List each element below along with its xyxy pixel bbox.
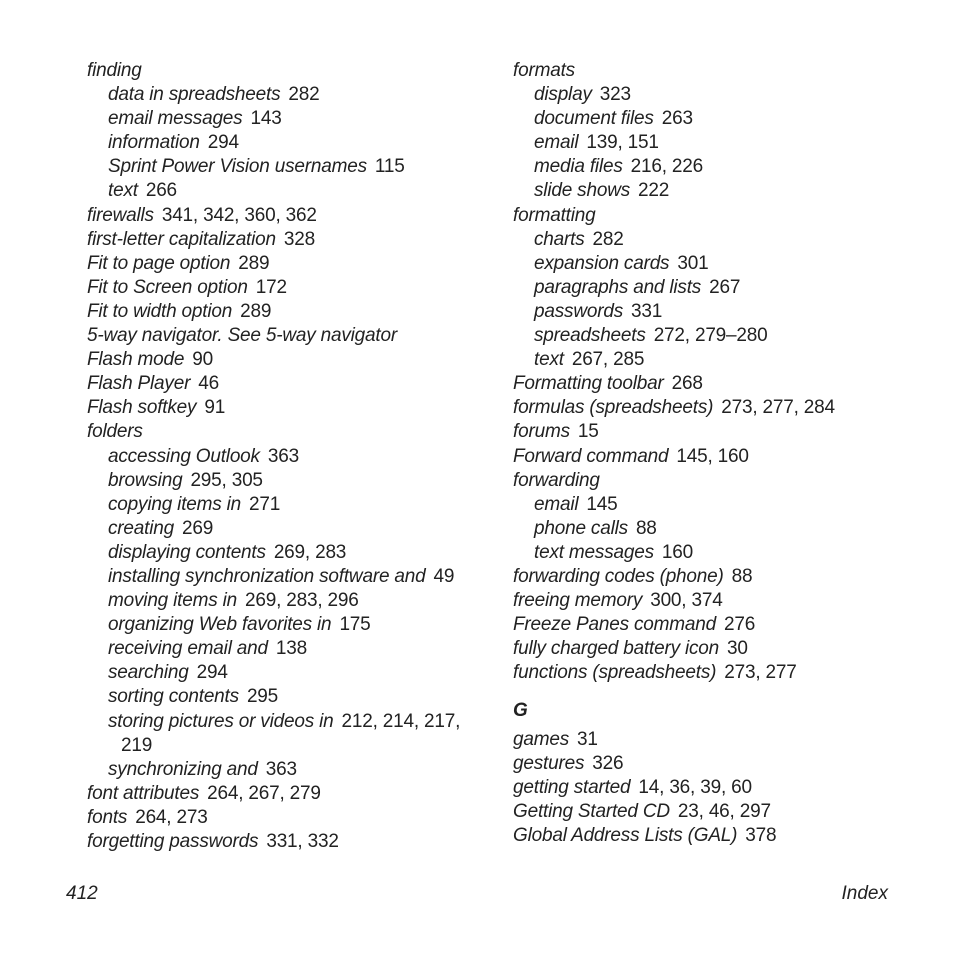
index-page-refs: 160 bbox=[661, 541, 694, 563]
index-term: Forward command bbox=[513, 445, 669, 467]
index-entry bbox=[87, 204, 487, 228]
index-term: Flash Player bbox=[87, 373, 191, 395]
index-term: document files bbox=[534, 108, 654, 130]
index-term: email bbox=[534, 493, 579, 515]
index-subentry bbox=[513, 179, 913, 203]
index-page-refs: 282 bbox=[288, 84, 320, 106]
page-number: 412 bbox=[66, 883, 98, 904]
index-page-refs: 323 bbox=[599, 84, 631, 106]
index-term: Fit to Screen option bbox=[87, 276, 248, 298]
index-page-refs: 295, 305 bbox=[190, 469, 263, 491]
index-term: Fit to page option bbox=[87, 252, 231, 274]
index-term: accessing Outlook bbox=[108, 445, 260, 467]
index-subentry bbox=[87, 565, 487, 589]
index-page-refs: 269, 283, 296 bbox=[245, 590, 359, 612]
index-subentry bbox=[87, 613, 487, 637]
index-entry bbox=[513, 824, 913, 848]
index-term: moving items in bbox=[108, 590, 237, 612]
index-page-refs: 115 bbox=[374, 156, 405, 178]
index-page-refs: 46 bbox=[198, 373, 219, 395]
index-term: freeing memory bbox=[513, 590, 643, 612]
index-subentry bbox=[87, 685, 487, 709]
index-entry bbox=[513, 613, 913, 637]
index-page-refs: 139, 151 bbox=[586, 132, 659, 154]
index-term: data in spreadsheets bbox=[108, 84, 281, 106]
index-page-refs: 212, 214, 217, 219 bbox=[121, 710, 461, 756]
index-page-refs: 145 bbox=[586, 493, 618, 515]
section-name: Index bbox=[841, 883, 888, 904]
index-term: copying items in bbox=[108, 493, 242, 515]
index-subentry bbox=[513, 276, 913, 300]
index-subentry bbox=[87, 661, 487, 685]
index-page-refs: 378 bbox=[745, 824, 777, 846]
index-entry bbox=[513, 589, 913, 613]
index-term: organizing Web favorites in bbox=[108, 614, 332, 636]
index-subentry bbox=[513, 131, 913, 155]
index-column-right bbox=[513, 59, 913, 848]
index-term: formulas (spreadsheets) bbox=[513, 397, 714, 419]
index-page-refs: 269, 283 bbox=[273, 541, 347, 563]
index-subentry bbox=[513, 228, 913, 252]
index-page-refs: 341, 342, 360, 362 bbox=[161, 204, 317, 226]
index-subentry bbox=[87, 710, 487, 758]
index-subentry bbox=[513, 517, 913, 541]
index-page-refs: 267 bbox=[709, 276, 741, 298]
index-term: display bbox=[534, 84, 592, 106]
index-page-refs: 90 bbox=[192, 349, 214, 371]
index-subentry bbox=[513, 107, 913, 131]
index-subentry bbox=[513, 252, 913, 276]
index-page-refs: 271 bbox=[249, 493, 281, 515]
index-page-refs: 289 bbox=[240, 300, 272, 322]
index-term: sorting contents bbox=[108, 686, 239, 708]
index-subentry bbox=[87, 179, 487, 203]
index-page-refs: 300, 374 bbox=[650, 590, 723, 612]
index-term: installing synchronization software and bbox=[108, 565, 426, 587]
index-entry bbox=[87, 59, 487, 83]
index-entry bbox=[513, 776, 913, 800]
index-term: expansion cards bbox=[534, 252, 670, 274]
index-entry bbox=[513, 396, 913, 420]
index-term: Global Address Lists (GAL) bbox=[513, 824, 738, 846]
index-page-refs: 138 bbox=[275, 638, 308, 660]
index-page-refs: 269 bbox=[182, 517, 214, 539]
index-page-refs: 23, 46, 297 bbox=[677, 800, 771, 822]
index-subentry bbox=[513, 83, 913, 107]
index-term: first-letter capitalization bbox=[87, 228, 276, 250]
index-term: text messages bbox=[534, 541, 654, 563]
index-term: Formatting toolbar bbox=[513, 373, 664, 395]
index-subentry bbox=[513, 324, 913, 348]
index-term: Sprint Power Vision usernames bbox=[108, 156, 367, 178]
index-subentry bbox=[87, 155, 487, 179]
index-subentry bbox=[87, 758, 487, 782]
index-page-refs: 145, 160 bbox=[676, 445, 749, 467]
index-term: Freeze Panes command bbox=[513, 614, 716, 636]
index-term: fully charged battery icon bbox=[513, 638, 720, 660]
index-term: slide shows bbox=[534, 180, 631, 202]
index-term: text bbox=[108, 180, 138, 202]
index-term: Getting Started CD bbox=[513, 800, 670, 822]
index-page-refs: 282 bbox=[592, 228, 624, 250]
index-page-refs: 264, 267, 279 bbox=[207, 782, 321, 804]
index-entry bbox=[87, 300, 487, 324]
index-entry bbox=[513, 565, 913, 589]
index-letter-heading: G bbox=[513, 700, 528, 722]
index-page-refs: 273, 277, 284 bbox=[721, 397, 835, 419]
index-page-refs: 331 bbox=[631, 300, 663, 322]
index-term: charts bbox=[534, 228, 585, 250]
index-term: font attributes bbox=[87, 782, 200, 804]
index-subentry bbox=[87, 493, 487, 517]
index-page-refs: 328 bbox=[283, 228, 316, 250]
index-term: receiving email and bbox=[108, 638, 268, 660]
index-entry bbox=[513, 728, 913, 752]
index-page-refs: 143 bbox=[250, 108, 282, 130]
index-column-left bbox=[87, 59, 487, 854]
index-entry bbox=[87, 228, 487, 252]
index-subentry bbox=[87, 469, 487, 493]
index-term: text bbox=[534, 349, 564, 371]
index-entry bbox=[87, 324, 487, 348]
index-term: passwords bbox=[534, 300, 624, 322]
index-term: functions (spreadsheets) bbox=[513, 662, 717, 684]
index-term: displaying contents bbox=[108, 541, 266, 563]
index-subentry bbox=[513, 155, 913, 179]
index-term: forwarding codes (phone) bbox=[513, 565, 724, 587]
index-entry bbox=[513, 661, 913, 685]
index-page-refs: 273, 277 bbox=[724, 662, 797, 684]
index-page-refs: 294 bbox=[207, 132, 239, 154]
index-page-refs: 175 bbox=[339, 614, 371, 636]
index-page-refs: 301 bbox=[677, 252, 709, 274]
index-subentry bbox=[513, 300, 913, 324]
index-term: forwarding bbox=[513, 469, 600, 491]
index-entry bbox=[87, 782, 487, 806]
index-page-refs: 272, 279–280 bbox=[653, 325, 768, 347]
index-entry bbox=[87, 372, 487, 396]
index-page-refs: 222 bbox=[638, 180, 670, 202]
index-term: games bbox=[513, 728, 570, 750]
index-term: Flash mode bbox=[87, 349, 185, 371]
index-page-refs: 363 bbox=[267, 445, 299, 467]
index-subentry bbox=[87, 589, 487, 613]
index-subentry bbox=[87, 637, 487, 661]
index-page-refs: 294 bbox=[196, 662, 228, 684]
index-entry bbox=[87, 420, 487, 444]
index-entry bbox=[513, 420, 913, 444]
index-page-refs: 326 bbox=[592, 752, 624, 774]
index-entry bbox=[87, 806, 487, 830]
index-term: storing pictures or videos in bbox=[108, 710, 334, 732]
index-term: formats bbox=[513, 60, 575, 81]
index-page-refs: 88 bbox=[731, 565, 753, 587]
index-term: information bbox=[108, 132, 200, 154]
index-term: finding bbox=[87, 60, 142, 81]
index-term: gestures bbox=[513, 752, 585, 774]
index-page-refs: 31 bbox=[577, 728, 598, 750]
index-term: folders bbox=[87, 421, 143, 443]
index-term: fonts bbox=[87, 806, 128, 828]
index-entry bbox=[513, 469, 913, 493]
index-subentry bbox=[87, 131, 487, 155]
index-entry bbox=[87, 396, 487, 420]
index-page-refs: 30 bbox=[727, 638, 748, 660]
index-page-refs: 49 bbox=[433, 565, 455, 587]
index-page-refs: 276 bbox=[724, 614, 756, 636]
index-page-refs: 268 bbox=[671, 373, 703, 395]
index-entry bbox=[513, 372, 913, 396]
index-term: spreadsheets bbox=[534, 325, 646, 347]
index-term: browsing bbox=[108, 469, 183, 491]
index-subentry bbox=[513, 493, 913, 517]
index-entry bbox=[513, 204, 913, 228]
index-term: getting started bbox=[513, 776, 631, 798]
index-page-refs: 263 bbox=[661, 108, 693, 130]
index-term: 5-way navigator. See 5-way navigator bbox=[87, 325, 397, 347]
index-subentry bbox=[87, 541, 487, 565]
index-page-refs: 363 bbox=[265, 758, 297, 780]
index-entry bbox=[87, 830, 487, 854]
index-term: media files bbox=[534, 156, 623, 178]
index-page-refs: 91 bbox=[204, 397, 226, 419]
index-entry bbox=[513, 445, 913, 469]
index-subentry bbox=[513, 541, 913, 565]
index-page-refs: 331, 332 bbox=[266, 831, 339, 852]
index-page-refs: 264, 273 bbox=[135, 806, 208, 828]
index-page-refs: 88 bbox=[635, 517, 657, 539]
index-term: forums bbox=[513, 421, 570, 443]
index-term: email messages bbox=[108, 108, 243, 130]
index-subentry bbox=[87, 517, 487, 541]
index-entry bbox=[513, 800, 913, 824]
index-term: formatting bbox=[513, 204, 596, 226]
index-term: Fit to width option bbox=[87, 300, 233, 322]
index-term: phone calls bbox=[534, 517, 628, 539]
index-page-refs: 289 bbox=[238, 252, 270, 274]
index-entry bbox=[87, 348, 487, 372]
index-page-refs: 267, 285 bbox=[571, 349, 645, 371]
index-term: firewalls bbox=[87, 204, 154, 226]
index-term: email bbox=[534, 132, 579, 154]
index-entry bbox=[87, 252, 487, 276]
index-page-refs: 14, 36, 39, 60 bbox=[638, 776, 752, 798]
index-term: forgetting passwords bbox=[87, 831, 259, 852]
index-subentry bbox=[87, 83, 487, 107]
index-page-refs: 15 bbox=[577, 421, 599, 443]
index-subentry bbox=[513, 348, 913, 372]
index-term: searching bbox=[108, 662, 189, 684]
index-entry bbox=[513, 752, 913, 776]
index-subentry bbox=[87, 445, 487, 469]
index-page-refs: 216, 226 bbox=[630, 156, 703, 178]
index-entry bbox=[87, 276, 487, 300]
index-term: creating bbox=[108, 517, 174, 539]
index-page-refs: 266 bbox=[145, 180, 177, 202]
index-entry bbox=[513, 59, 913, 83]
index-term: synchronizing and bbox=[108, 758, 258, 780]
index-page-refs: 172 bbox=[255, 276, 287, 298]
index-term: paragraphs and lists bbox=[534, 276, 702, 298]
index-subentry bbox=[87, 107, 487, 131]
index-page-refs: 295 bbox=[246, 686, 279, 708]
index-term: Flash softkey bbox=[87, 397, 197, 419]
index-entry bbox=[513, 637, 913, 661]
